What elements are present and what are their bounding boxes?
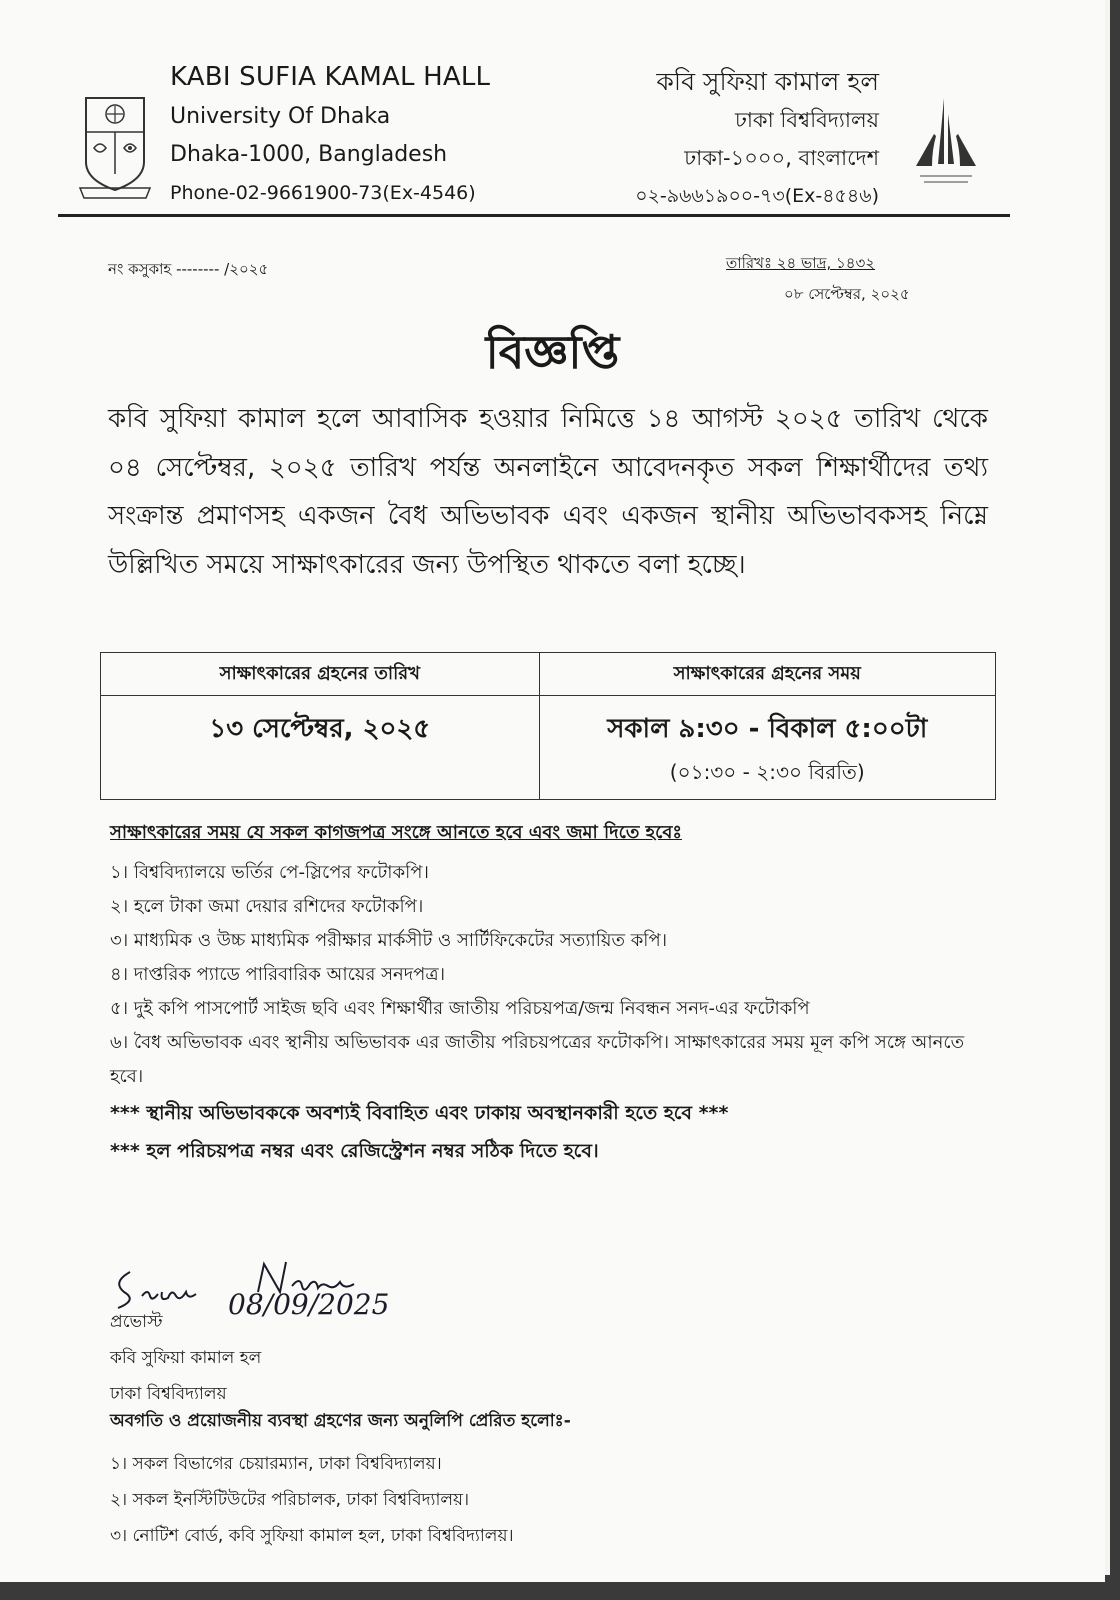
copies-section [110, 1408, 571, 1554]
date-bangla: তারিখঃ ২৪ ভাদ্র, ১৪৩২ [726, 254, 876, 272]
university-name-english: University Of Dhaka [170, 104, 391, 129]
header-interview-time: সাক্ষাৎকারের গ্রহনের সময় [539, 653, 995, 696]
notice-body: কবি সুফিয়া কামাল হলে আবাসিক হওয়ার নিমিত্তে ১৪ আগস্ট ২০২৫ তারিখ থেকে ০৪ সেপ্টেম্বর, ২০২৫ তারিখ পর্যন্ত অনলাইনে আবেদনকৃত সকল শিক্ষার্থীদের তথ্য সংক্রান্ত প্রমাণসহ একজন বৈধ অভিভাবক এবং একজন স্থানীয় অভিভাবকসহ নিম্নে উল্লিখিত সময়ে সাক্ষাৎকারের জন্য উপস্থিত থাকতে বলা হচ্ছে। [108, 404, 988, 580]
list-item: ১। সকল বিভাগের চেয়ারম্যান, ঢাকা বিশ্ববিদ্যালয়। [110, 1454, 442, 1474]
documents-section [110, 818, 970, 1170]
address-english: Dhaka-1000, Bangladesh [170, 142, 448, 167]
list-item: ৫। দুই কপি পাসপোর্ট সাইজ ছবি এবং শিক্ষার্থীর জাতীয় পরিচয়পত্র/জন্ম নিবন্ধন সনদ-এর ফটোকপি [110, 998, 810, 1019]
interview-date: ১৩ সেপ্টেম্বর, ২০২৫ [209, 714, 431, 744]
signature-date: 08/09/2025 [228, 1288, 390, 1321]
signer-hall: কবি সুফিয়া কামাল হল [110, 1348, 262, 1368]
cell-interview-date [101, 696, 540, 800]
date-block [726, 248, 910, 310]
documents-heading: সাক্ষাৎকারের সময় যে সকল কাগজপত্র সংঙ্গে আনতে হবে এবং জমা দিতে হবেঃ [110, 822, 682, 843]
hall-logo [910, 94, 982, 198]
list-item: ৪। দাপ্তরিক প্যাডে পারিবারিক আয়ের সনদপত্র। [110, 964, 446, 985]
signer-block [110, 1304, 261, 1412]
list-item: ৩। নোটিশ বোর্ড, কবি সুফিয়া কামাল হল, ঢাকা বিশ্ববিদ্যালয়। [110, 1526, 514, 1546]
list-item: ১। বিশ্ববিদ্যালয়ে ভর্তির পে-স্লিপের ফটোকপি। [110, 862, 429, 883]
note-local-guardian: *** স্থানীয় অভিভাবককে অবশ্যই বিবাহিত এবং ঢাকায় অবস্থানকারী হতে হবে *** [110, 1102, 729, 1124]
date-gregorian: ০৮ সেপ্টেম্বর, ২০২৫ [784, 285, 910, 303]
header-english [170, 62, 490, 212]
break-time: (০১:৩০ - ২:৩০ বিরতি) [669, 760, 865, 784]
table-header-row [101, 653, 996, 696]
hall-name-bangla: কবি সুফিয়া কামাল হল [656, 67, 879, 96]
list-item: ৩। মাধ্যমিক ও উচ্চ মাধ্যমিক পরীক্ষার মার্কসীট ও সার্টিফিকেটের সত্যায়িত কপি। [110, 930, 668, 951]
hall-name-english: KABI SUFIA KAMAL HALL [170, 62, 491, 92]
interview-time: সকাল ৯:৩০ - বিকাল ৫:০০টা [607, 714, 928, 744]
header-bangla [635, 62, 879, 212]
memo-number: নং কসুকাহ -------- /২০২৫ [108, 260, 269, 278]
copies-heading: অবগতি ও প্রয়োজনীয় ব্যবস্থা গ্রহণের জন্য অনুলিপি প্রেরিত হলোঃ- [110, 1411, 571, 1431]
list-item: ২। হলে টাকা জমা দেয়ার রশিদের ফটোকপি। [110, 896, 424, 917]
list-item: ৬। বৈধ অভিভাবক এবং স্থানীয় অভিভাবক এর জাতীয় পরিচয়পত্রের ফটোকপি। সাক্ষাৎকারের সময় মূল কপি সঙ্গে আনতে হবে। [110, 1032, 965, 1087]
signer-university: ঢাকা বিশ্ববিদ্যালয় [110, 1384, 227, 1404]
university-crest-logo [78, 92, 152, 200]
note-id-registration: *** হল পরিচয়পত্র নম্বর এবং রেজিস্ট্রেশন নম্বর সঠিক দিতে হবে। [110, 1140, 599, 1162]
notice-title: বিজ্ঞপ্তি [485, 325, 620, 379]
phone-english: Phone-02-9661900-73(Ex-4546) [170, 182, 476, 204]
phone-bangla: ০২-৯৬৬১৯০০-৭৩(Ex-৪৫৪৬) [635, 185, 879, 207]
list-item: ২। সকল ইনস্টিটিউটের পরিচালক, ঢাকা বিশ্ববিদ্যালয়। [110, 1490, 470, 1510]
table-row [101, 696, 996, 800]
interview-schedule-table [100, 652, 996, 800]
signer-designation: প্রভোস্ট [110, 1312, 163, 1332]
header-interview-date: সাক্ষাৎকারের গ্রহনের তারিখ [101, 653, 540, 696]
cell-interview-time [539, 696, 995, 800]
header-divider [58, 214, 1010, 217]
university-name-bangla: ঢাকা বিশ্ববিদ্যালয় [734, 108, 879, 132]
address-bangla: ঢাকা-১০০০, বাংলাদেশ [684, 146, 879, 170]
